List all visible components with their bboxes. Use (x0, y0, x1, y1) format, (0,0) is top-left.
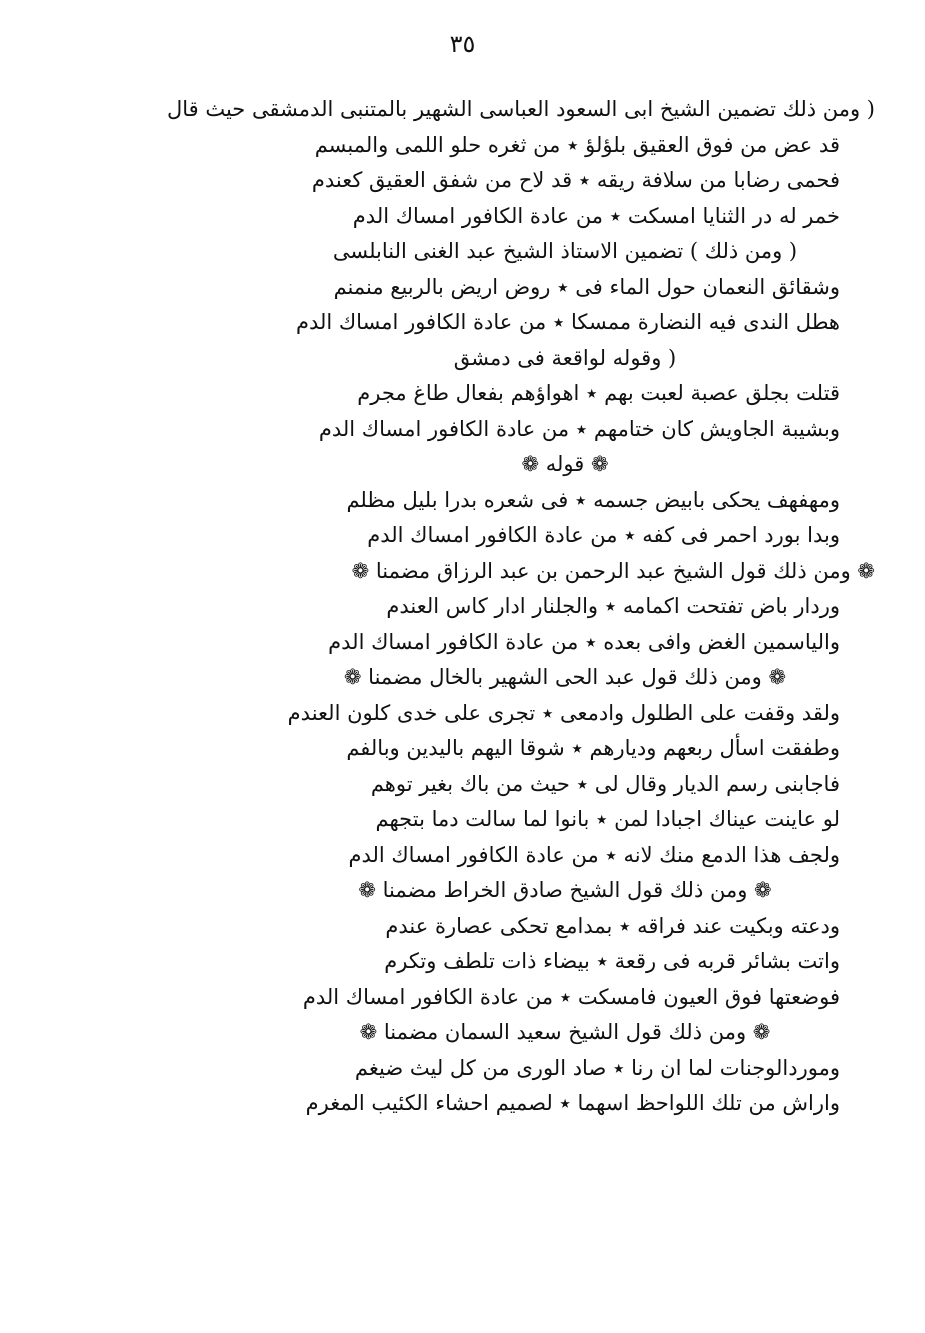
verse-line: هطل الندى فيه النضارة ممسكا ٭ من عادة الكافور امساك الدم (295, 310, 840, 334)
section-heading: ❁ قوله ❁ (521, 452, 609, 476)
verse-line: واراش من تلك اللواحظ اسهما ٭ لصميم احشاء الكئيب المغرم (305, 1091, 840, 1115)
verse-line: ولقد وقفت على الطلول وادمعى ٭ تجرى على خدى كلون العندم (287, 700, 840, 725)
section-heading: ❁ ومن ذلك قول الشيخ سعيد السمان مضمنا ❁ (359, 1020, 771, 1044)
verse-line: فحمى رضابا من سلافة ريقه ٭ قد لاح من شفق العقيق كعندم (311, 168, 840, 192)
verse-line: وبدا بورد احمر فى كفه ٭ من عادة الكافور امساك الدم (367, 523, 840, 547)
verse-line: وموردالوجنات لما ان رنا ٭ صاد الورى من كل ليث ضيغم (354, 1055, 840, 1080)
verse-line: قتلت بجلق عصبة لعبت بهم ٭ اهواؤهم بفعال طاغ مجرم (357, 381, 840, 405)
verse-line: واتت بشائر قربه فى رقعة ٭ بيضاء ذات تلطف وتكرم (384, 949, 840, 973)
verse-line: وشقائق النعمان حول الماء فى ٭ روض اريض بالربيع منمنم (333, 274, 840, 299)
verse-line: خمر له در الثنايا امسكت ٭ من عادة الكافور امساك الدم (352, 203, 840, 228)
section-heading: ( ومن ذلك ) تضمين الاستاذ الشيخ عبد الغنى النابلسى (332, 239, 798, 263)
verse-line: فوضعتها فوق العيون فامسكت ٭ من عادة الكافور امساك الدم (302, 984, 840, 1009)
section-heading: ( وقوله لواقعة فى دمشق (453, 345, 677, 370)
intro-line: ❁ ومن ذلك قول الشيخ عبد الرحمن بن عبد الرزاق مضمنا ❁ (351, 558, 875, 583)
intro-line: ( ومن ذلك تضمين الشيخ ابى السعود العباسى الشهير بالمتنبى الدمشقى حيث قال (166, 97, 875, 121)
page-number: ٣٥ (449, 30, 476, 58)
verse-line: والياسمين الغض وافى بعده ٭ من عادة الكافور امساك الدم (328, 629, 840, 654)
verse-line: وردار باض تفتحت اكمامه ٭ والجلنار ادار كاس العندم (386, 594, 840, 618)
verse-line: فاجابنى رسم الديار وقال لى ٭ حيث من باك بغير توهم (370, 771, 840, 796)
verse-line: وبشيبة الجاويش كان ختامهم ٭ من عادة الكافور امساك الدم (318, 416, 840, 441)
section-heading: ❁ ومن ذلك قول الشيخ صادق الخراط مضمنا ❁ (358, 878, 772, 902)
verse-line: لو عاينت عيناك اجبادا لمن ٭ بانوا لما سالت دما بتجهم (375, 807, 840, 831)
verse-line: وطفقت اسأل ربعهم وديارهم ٭ شوقا اليهم باليدين وبالفم (346, 736, 840, 760)
text-block (166, 92, 875, 1122)
verse-line: ومهفهف يحكى بابيض جسمه ٭ فى شعره بدرا بليل مظلم (346, 487, 840, 512)
verse-line: ودعته وبكيت عند فراقه ٭ بمدامع تحكى عصارة عندم (385, 913, 840, 938)
section-heading: ❁ ومن ذلك قول عبد الحى الشهير بالخال مضمنا ❁ (343, 665, 787, 689)
verse-line: ولجف هذا الدمع منك لانه ٭ من عادة الكافور امساك الدم (348, 842, 840, 867)
verse-line: قد عض من فوق العقيق بلؤلؤ ٭ من ثغره حلو اللمى والمبسم (314, 132, 840, 157)
